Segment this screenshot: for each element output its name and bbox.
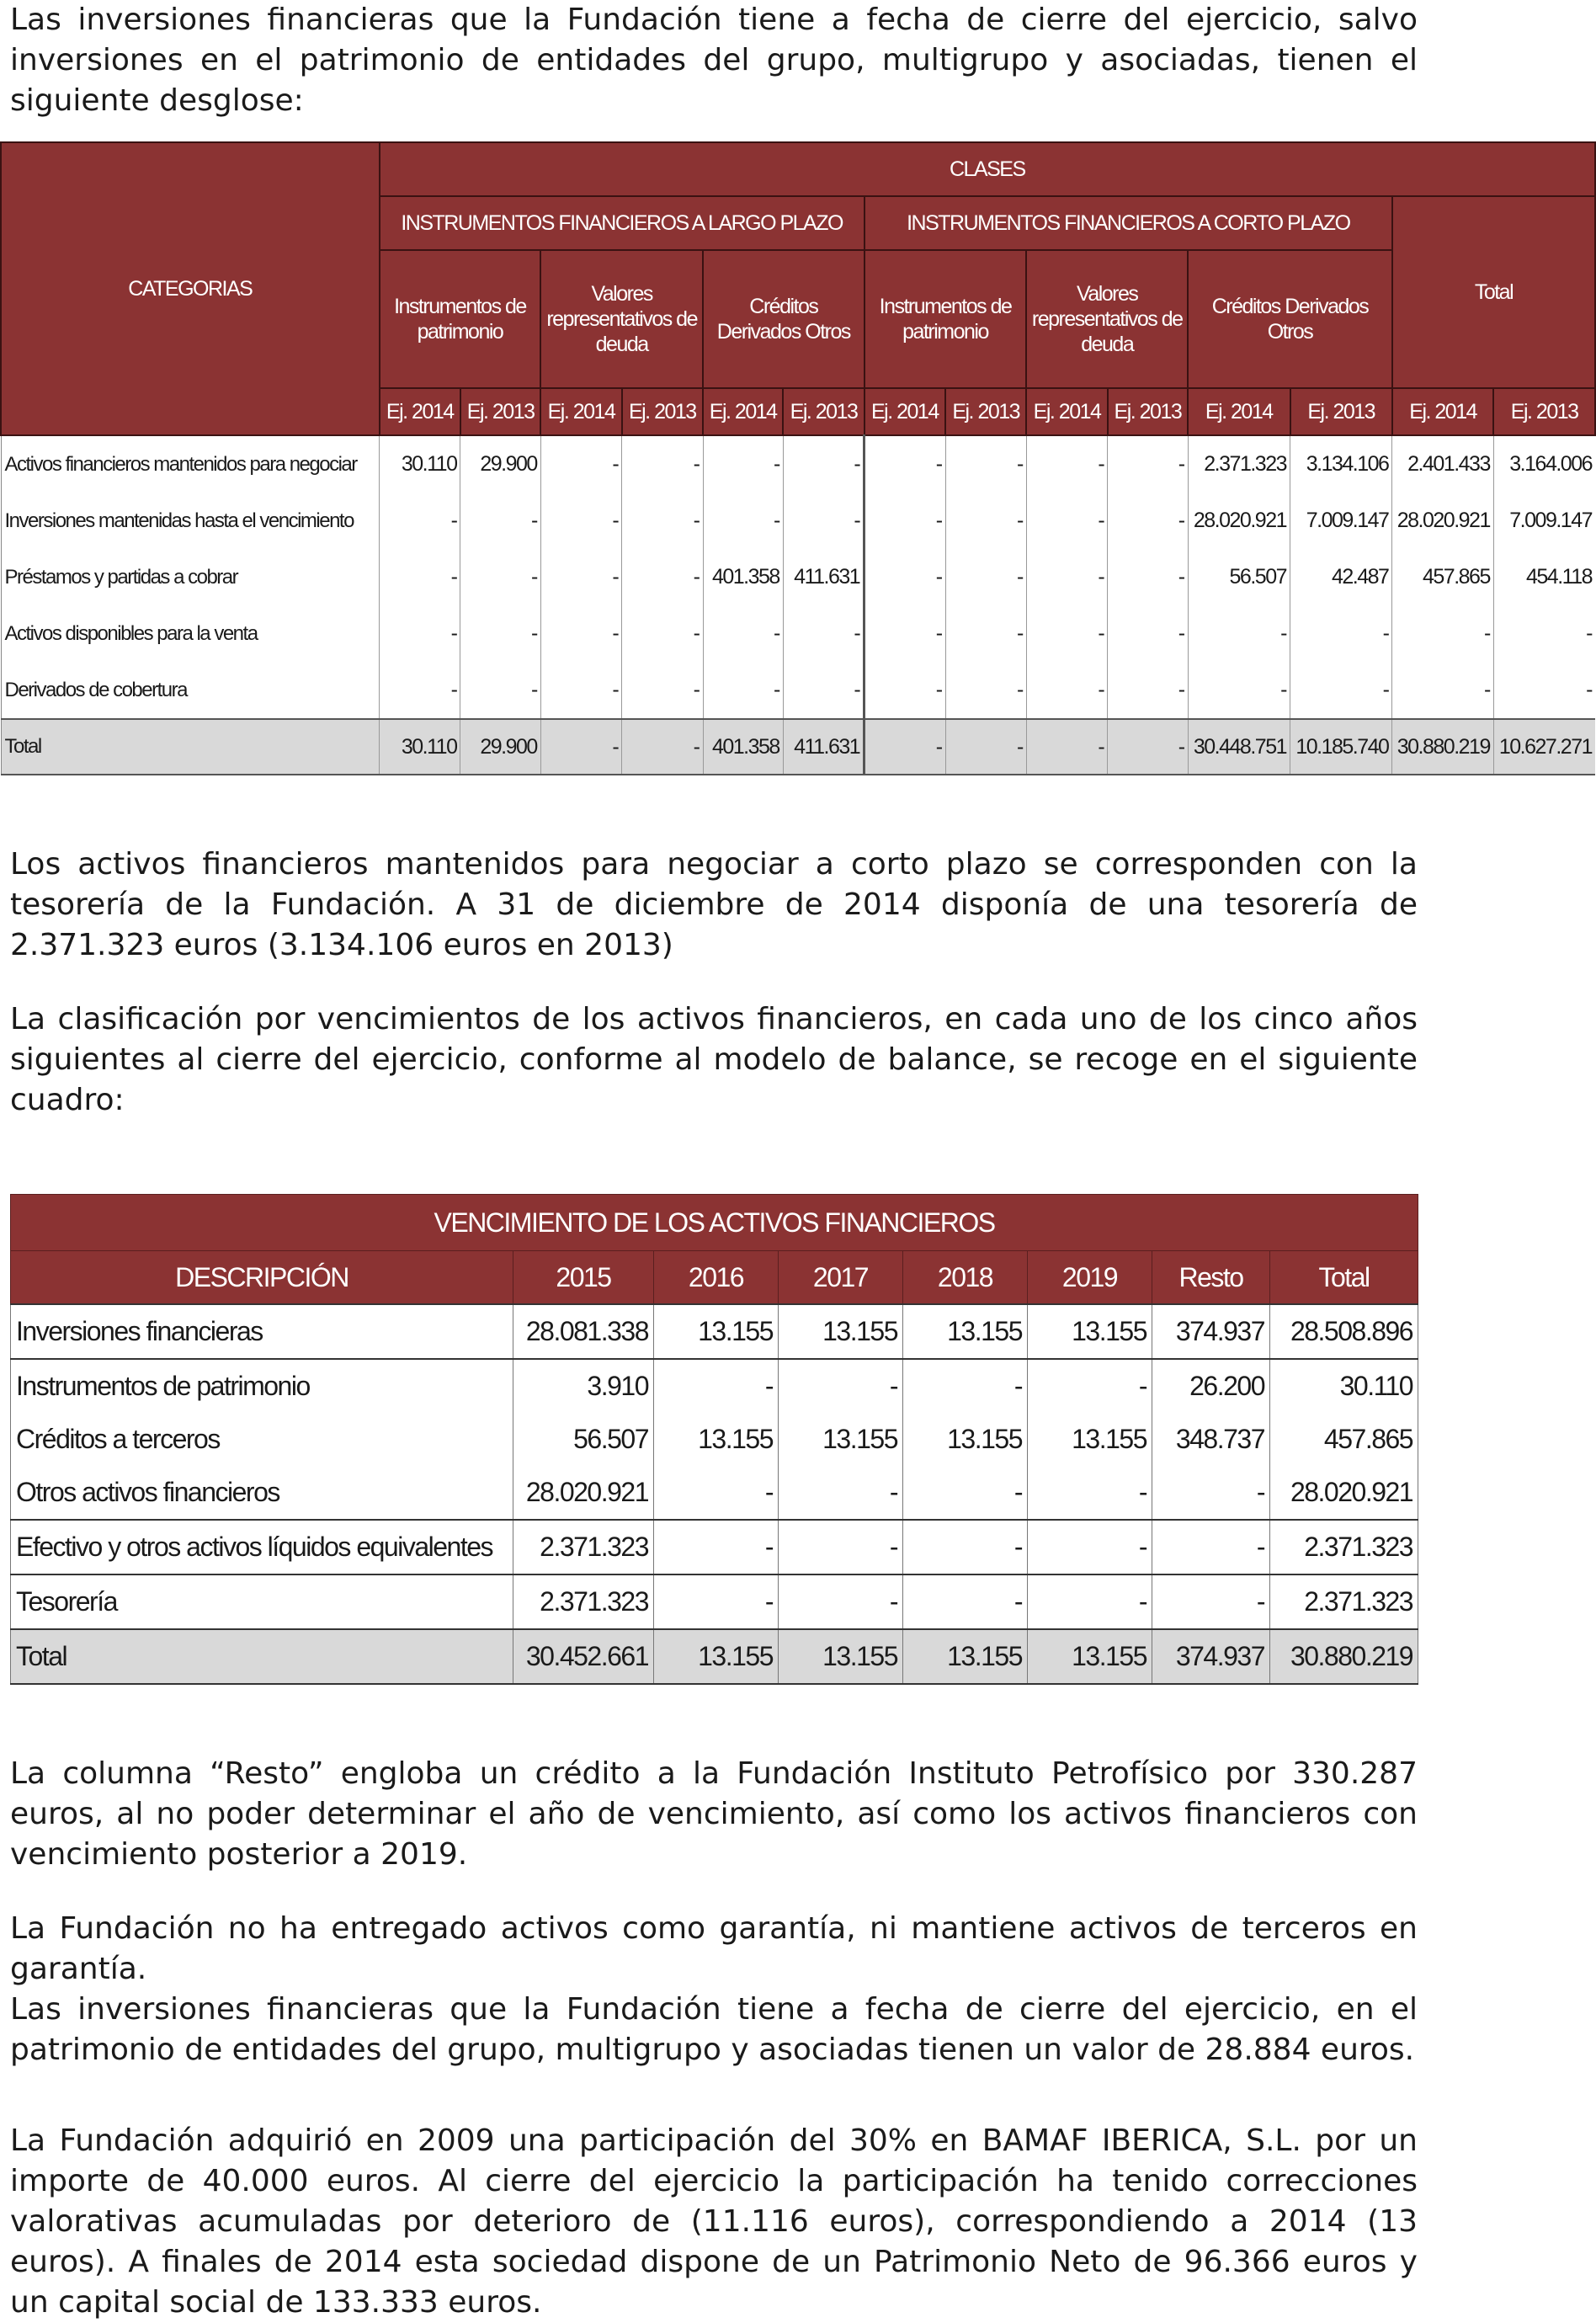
table-cell: - xyxy=(540,719,621,775)
table-cell: - xyxy=(903,1574,1028,1629)
table-cell: - xyxy=(783,662,864,719)
intro-paragraph: Las inversiones financieras que la Fundación tiene a fecha de cierre del ejercicio, salvo inversiones en el patrimonio de entidades del grupo, multigrupo y asociadas, tienen el siguiente desglose: xyxy=(10,3,1418,118)
table-row xyxy=(1,662,1595,719)
table-cell: - xyxy=(380,493,460,549)
table-row xyxy=(11,1574,1418,1629)
table-cell: - xyxy=(1108,549,1188,605)
year-header: 2017 xyxy=(779,1251,903,1305)
table-cell: - xyxy=(783,605,864,662)
table-cell: 13.155 xyxy=(1028,1304,1152,1359)
table-cell: 30.880.219 xyxy=(1270,1629,1418,1684)
table-cell: 13.155 xyxy=(903,1413,1028,1466)
table-cell: - xyxy=(1188,662,1290,719)
table-cell: 3.164.006 xyxy=(1493,435,1595,493)
table-cell: - xyxy=(1028,1359,1152,1413)
cp-creditos-header: Créditos Derivados Otros xyxy=(1188,250,1392,388)
table-cell: - xyxy=(654,1574,779,1629)
table-cell: - xyxy=(779,1466,903,1520)
clases-header: CLASES xyxy=(380,142,1595,196)
table-row xyxy=(11,1466,1418,1520)
row-label: Instrumentos de patrimonio xyxy=(11,1359,513,1413)
table-cell: 3.134.106 xyxy=(1290,435,1392,493)
table-cell: 13.155 xyxy=(654,1629,779,1684)
row-label: Inversiones mantenidas hasta el vencimiento xyxy=(1,493,380,549)
table-cell: 28.081.338 xyxy=(513,1304,654,1359)
table-cell: - xyxy=(903,1466,1028,1520)
table-cell: - xyxy=(1290,605,1392,662)
table-cell: 56.507 xyxy=(513,1413,654,1466)
vencimientos-intro-paragraph: La clasificación por vencimientos de los activos financieros, en cada uno de los cinco años siguientes al cierre del ejercicio, conforme al modelo de balance, se recoge en el siguiente cuadro: xyxy=(10,1002,1418,1117)
cp-instrumentos-header: Instrumentos de patrimonio xyxy=(864,250,1027,388)
categorias-header: CATEGORIAS xyxy=(1,142,380,435)
table-cell: - xyxy=(864,662,945,719)
table-cell: - xyxy=(622,662,703,719)
table-row xyxy=(11,1304,1418,1359)
year-header: Ej. 2014 xyxy=(1188,388,1290,435)
corto-plazo-header: INSTRUMENTOS FINANCIEROS A CORTO PLAZO xyxy=(864,196,1392,250)
table-cell: 374.937 xyxy=(1152,1629,1270,1684)
table-cell: 26.200 xyxy=(1152,1359,1270,1413)
table-cell: - xyxy=(1026,549,1107,605)
table-cell: 30.452.661 xyxy=(513,1629,654,1684)
table-cell: - xyxy=(622,549,703,605)
year-header: Ej. 2014 xyxy=(864,388,945,435)
table-cell: - xyxy=(945,605,1026,662)
row-label: Otros activos financieros xyxy=(11,1466,513,1520)
row-label: Derivados de cobertura xyxy=(1,662,380,719)
table-cell: - xyxy=(540,662,621,719)
table-cell: 30.110 xyxy=(380,719,460,775)
tesoreria-paragraph: Los activos financieros mantenidos para negociar a corto plazo se corresponden con la tesorería de la Fundación. A 31 de diciembre de 2014 disponía de una tesorería de 2.371.323 euros (3.134.106 euros en 2013) xyxy=(10,847,1418,962)
table-cell: 28.020.921 xyxy=(513,1466,654,1520)
table-cell: 28.020.921 xyxy=(1188,493,1290,549)
table-row xyxy=(1,549,1595,605)
table-cell: - xyxy=(1108,435,1188,493)
year-header: Ej. 2013 xyxy=(1108,388,1188,435)
table-cell: 2.371.323 xyxy=(513,1574,654,1629)
table-cell: - xyxy=(1152,1466,1270,1520)
resto-header: Resto xyxy=(1152,1251,1270,1305)
table-cell: - xyxy=(945,435,1026,493)
row-label: Créditos a terceros xyxy=(11,1413,513,1466)
row-label: Total xyxy=(11,1629,513,1684)
table-cell: - xyxy=(864,435,945,493)
table-cell: 13.155 xyxy=(779,1629,903,1684)
table-row xyxy=(11,1413,1418,1466)
table-cell: - xyxy=(864,719,945,775)
table-cell: - xyxy=(540,435,621,493)
table-cell: - xyxy=(1028,1466,1152,1520)
year-header: Ej. 2013 xyxy=(945,388,1026,435)
table-cell: 401.358 xyxy=(703,719,783,775)
table-cell: - xyxy=(783,493,864,549)
lp-creditos-header: Créditos Derivados Otros xyxy=(703,250,864,388)
table-cell: 457.865 xyxy=(1392,549,1493,605)
table-cell: 28.508.896 xyxy=(1270,1304,1418,1359)
table-cell: 29.900 xyxy=(460,719,540,775)
table-cell: - xyxy=(703,605,783,662)
maturity-table-title: VENCIMIENTO DE LOS ACTIVOS FINANCIEROS xyxy=(11,1195,1418,1251)
table-cell: - xyxy=(1152,1574,1270,1629)
table-cell: 374.937 xyxy=(1152,1304,1270,1359)
table-cell: - xyxy=(1108,719,1188,775)
table-cell: - xyxy=(703,662,783,719)
table-cell: - xyxy=(1290,662,1392,719)
table-cell: - xyxy=(945,549,1026,605)
table-cell: - xyxy=(864,605,945,662)
row-label: Activos disponibles para la venta xyxy=(1,605,380,662)
table-cell: - xyxy=(864,549,945,605)
table-cell: - xyxy=(1108,605,1188,662)
row-label: Activos financieros mantenidos para negociar xyxy=(1,435,380,493)
table-cell: - xyxy=(622,493,703,549)
table-row xyxy=(1,605,1595,662)
financial-investments-table xyxy=(0,141,1596,775)
year-header: Ej. 2014 xyxy=(1026,388,1107,435)
table-cell: 42.487 xyxy=(1290,549,1392,605)
table-cell: - xyxy=(1026,435,1107,493)
table-cell: - xyxy=(945,662,1026,719)
table-cell: - xyxy=(1028,1574,1152,1629)
table-cell: - xyxy=(783,435,864,493)
table-cell: 411.631 xyxy=(783,549,864,605)
table-cell: 28.020.921 xyxy=(1392,493,1493,549)
row-label: Efectivo y otros activos líquidos equivalentes xyxy=(11,1520,513,1574)
table-cell: - xyxy=(460,605,540,662)
year-header: Ej. 2014 xyxy=(540,388,621,435)
table-cell: - xyxy=(779,1574,903,1629)
year-header: Ej. 2013 xyxy=(1493,388,1595,435)
table-cell: 13.155 xyxy=(903,1629,1028,1684)
table-cell: 348.737 xyxy=(1152,1413,1270,1466)
table-cell: - xyxy=(1026,605,1107,662)
year-header: Ej. 2013 xyxy=(1290,388,1392,435)
table-cell: 2.371.323 xyxy=(513,1520,654,1574)
table-cell: - xyxy=(1026,493,1107,549)
table-cell: 30.110 xyxy=(380,435,460,493)
grupo-paragraph: Las inversiones financieras que la Fundación tiene a fecha de cierre del ejercicio, en el patrimonio de entidades del grupo, multigrupo y asociadas tienen un valor de 28.884 euros. xyxy=(10,1992,1418,2067)
lp-valores-header: Valores representativos de deuda xyxy=(540,250,703,388)
table-cell: - xyxy=(654,1466,779,1520)
table-cell: 13.155 xyxy=(1028,1413,1152,1466)
row-label: Préstamos y partidas a cobrar xyxy=(1,549,380,605)
table-cell: - xyxy=(1108,662,1188,719)
table-cell: 13.155 xyxy=(654,1304,779,1359)
total-header: Total xyxy=(1270,1251,1418,1305)
total-header: Total xyxy=(1392,196,1595,388)
year-header: 2015 xyxy=(513,1251,654,1305)
table-cell: 10.185.740 xyxy=(1290,719,1392,775)
table-cell: - xyxy=(779,1520,903,1574)
table-cell: - xyxy=(1026,719,1107,775)
table-cell: 7.009.147 xyxy=(1493,493,1595,549)
year-header: 2016 xyxy=(654,1251,779,1305)
year-header: Ej. 2014 xyxy=(380,388,460,435)
table-cell: - xyxy=(903,1520,1028,1574)
table-row xyxy=(1,719,1595,775)
row-label: Total xyxy=(1,719,380,775)
year-header: 2018 xyxy=(903,1251,1028,1305)
table-cell: - xyxy=(622,605,703,662)
table-cell: 457.865 xyxy=(1270,1413,1418,1466)
table-row xyxy=(11,1629,1418,1684)
table-cell: 56.507 xyxy=(1188,549,1290,605)
table-cell: 2.371.323 xyxy=(1270,1520,1418,1574)
year-header: Ej. 2013 xyxy=(783,388,864,435)
lp-instrumentos-header: Instrumentos de patrimonio xyxy=(380,250,541,388)
table-cell: 2.401.433 xyxy=(1392,435,1493,493)
table-cell: 7.009.147 xyxy=(1290,493,1392,549)
table-cell: - xyxy=(1152,1520,1270,1574)
table-cell: - xyxy=(1392,662,1493,719)
table-cell: - xyxy=(622,435,703,493)
table-cell: - xyxy=(945,719,1026,775)
table-cell: - xyxy=(903,1359,1028,1413)
table-cell: - xyxy=(380,605,460,662)
year-header: Ej. 2013 xyxy=(460,388,540,435)
table-cell: - xyxy=(654,1520,779,1574)
cp-valores-header: Valores representativos de deuda xyxy=(1026,250,1188,388)
table-cell: - xyxy=(779,1359,903,1413)
table-cell: - xyxy=(460,493,540,549)
table-cell: 30.110 xyxy=(1270,1359,1418,1413)
table-cell: - xyxy=(1493,605,1595,662)
table-cell: - xyxy=(622,719,703,775)
table-cell: - xyxy=(380,549,460,605)
table-row xyxy=(11,1520,1418,1574)
bamaf-paragraph: La Fundación adquirió en 2009 una participación del 30% en BAMAF IBERICA, S.L. por un importe de 40.000 euros. Al cierre del ejercicio la participación ha tenido correcciones valorativas acumuladas por deterioro de (11.116 euros), correspondiendo a 2014 (13 euros). A finales de 2014 esta sociedad dispone de un Patrimonio Neto de 96.366 euros y un capital social de 133.333 euros. xyxy=(10,2123,1418,2320)
table-row xyxy=(1,493,1595,549)
table-cell: - xyxy=(703,493,783,549)
table-cell: - xyxy=(1392,605,1493,662)
table-cell: - xyxy=(380,662,460,719)
row-label: Tesorería xyxy=(11,1574,513,1629)
table-cell: 30.880.219 xyxy=(1392,719,1493,775)
table-cell: - xyxy=(1493,662,1595,719)
table-cell: 3.910 xyxy=(513,1359,654,1413)
table-cell: 29.900 xyxy=(460,435,540,493)
table-cell: - xyxy=(703,435,783,493)
table-cell: - xyxy=(540,549,621,605)
table-cell: 30.448.751 xyxy=(1188,719,1290,775)
table-cell: - xyxy=(1026,662,1107,719)
year-header: Ej. 2013 xyxy=(622,388,703,435)
table-cell: 28.020.921 xyxy=(1270,1466,1418,1520)
table-cell: 454.118 xyxy=(1493,549,1595,605)
table-cell: 401.358 xyxy=(703,549,783,605)
maturity-table xyxy=(10,1194,1418,1685)
table-cell: - xyxy=(460,549,540,605)
table-cell: - xyxy=(1108,493,1188,549)
table-row xyxy=(11,1359,1418,1413)
table-cell: - xyxy=(540,493,621,549)
table-cell: - xyxy=(945,493,1026,549)
largo-plazo-header: INSTRUMENTOS FINANCIEROS A LARGO PLAZO xyxy=(380,196,864,250)
table-row xyxy=(1,435,1595,493)
table-cell: 13.155 xyxy=(903,1304,1028,1359)
table-cell: - xyxy=(540,605,621,662)
descripcion-header: DESCRIPCIÓN xyxy=(11,1251,513,1305)
table-cell: - xyxy=(1028,1520,1152,1574)
table-cell: 13.155 xyxy=(654,1413,779,1466)
table-cell: - xyxy=(460,662,540,719)
table-cell: 411.631 xyxy=(783,719,864,775)
table-cell: - xyxy=(864,493,945,549)
year-header: 2019 xyxy=(1028,1251,1152,1305)
table-cell: 2.371.323 xyxy=(1188,435,1290,493)
table-cell: - xyxy=(654,1359,779,1413)
table-cell: 10.627.271 xyxy=(1493,719,1595,775)
year-header: Ej. 2014 xyxy=(703,388,783,435)
year-header: Ej. 2014 xyxy=(1392,388,1493,435)
table-cell: 13.155 xyxy=(779,1413,903,1466)
row-label: Inversiones financieras xyxy=(11,1304,513,1359)
table-cell: - xyxy=(1188,605,1290,662)
garantia-paragraph: La Fundación no ha entregado activos como garantía, ni mantiene activos de terceros en garantía. xyxy=(10,1911,1418,1986)
resto-paragraph: La columna “Resto” engloba un crédito a la Fundación Instituto Petrofísico por 330.287 euros, al no poder determinar el año de vencimiento, así como los activos financieros con vencimiento posterior a 2019. xyxy=(10,1756,1418,1872)
table-cell: 13.155 xyxy=(779,1304,903,1359)
table-cell: 13.155 xyxy=(1028,1629,1152,1684)
table-cell: 2.371.323 xyxy=(1270,1574,1418,1629)
